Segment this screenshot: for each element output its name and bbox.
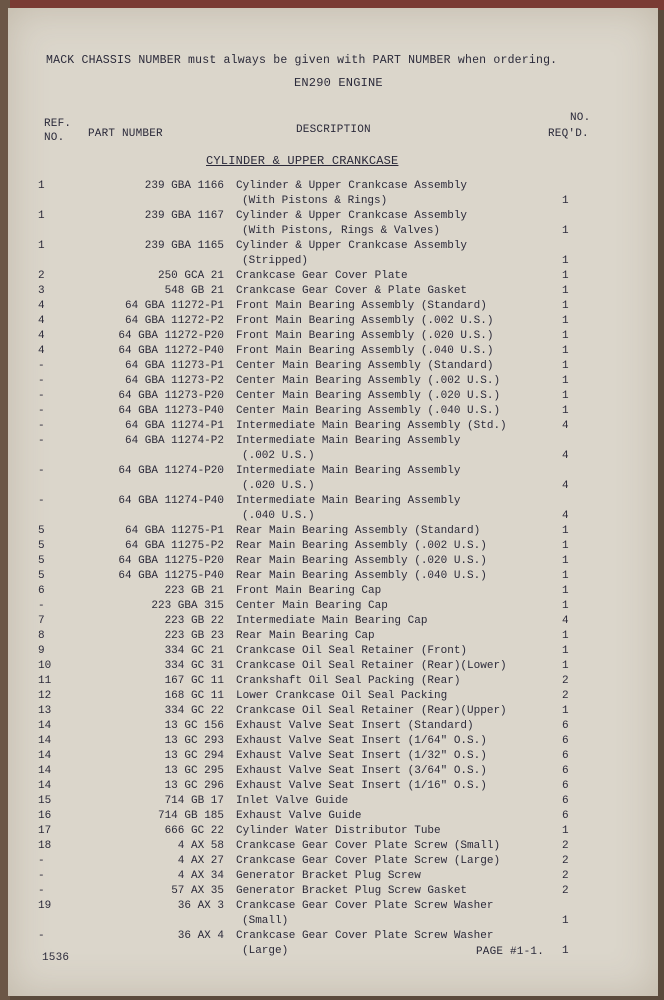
row-quantity: 1	[562, 630, 569, 642]
row-description: Exhaust Valve Seat Insert (1/16" O.S.)	[236, 780, 487, 792]
row-ref-number: 5	[38, 555, 45, 567]
row-quantity: 6	[562, 750, 569, 762]
row-ref-number: 17	[38, 825, 52, 837]
row-ref-number: 16	[38, 810, 52, 822]
row-part-number: 250 GCA 21	[157, 270, 224, 282]
row-quantity: 1	[562, 195, 569, 207]
row-part-number: 334 GC 31	[164, 660, 224, 672]
row-part-number: 13 GC 295	[164, 765, 224, 777]
row-description-continued: (With Pistons, Rings & Valves)	[242, 225, 441, 237]
row-description-continued: (.002 U.S.)	[242, 450, 315, 462]
row-description-continued: (Large)	[242, 945, 289, 957]
row-quantity: 1	[562, 255, 569, 267]
row-description: Center Main Bearing Assembly (Standard)	[236, 360, 494, 372]
row-ref-number: 12	[38, 690, 52, 702]
row-quantity: 1	[562, 405, 569, 417]
row-ref-number: -	[38, 375, 45, 387]
row-ref-number: -	[38, 930, 45, 942]
row-ref-number: -	[38, 600, 45, 612]
row-quantity: 6	[562, 795, 569, 807]
row-ref-number: 14	[38, 765, 52, 777]
row-ref-number: 5	[38, 540, 45, 552]
row-quantity: 4	[562, 615, 569, 627]
row-quantity: 1	[562, 555, 569, 567]
row-description: Exhaust Valve Seat Insert (1/32" O.S.)	[236, 750, 487, 762]
page-number: PAGE #1-1.	[476, 946, 545, 958]
row-part-number: 223 GB 21	[164, 585, 224, 597]
row-ref-number: -	[38, 855, 45, 867]
row-description: Rear Main Bearing Assembly (Standard)	[236, 525, 481, 537]
row-part-number: 36 AX 4	[177, 930, 224, 942]
row-description: Crankcase Gear Cover Plate Screw Washer	[236, 900, 494, 912]
row-description: Center Main Bearing Assembly (.002 U.S.)	[236, 375, 501, 387]
row-quantity: 1	[562, 570, 569, 582]
row-quantity: 2	[562, 675, 569, 687]
row-part-number: 334 GC 22	[164, 705, 224, 717]
row-description: Rear Main Bearing Cap	[236, 630, 375, 642]
row-description: Exhaust Valve Seat Insert (Standard)	[236, 720, 474, 732]
row-part-number: 64 GBA 11272-P1	[124, 300, 224, 312]
row-quantity: 1	[562, 600, 569, 612]
col-header-ref: REF.	[44, 118, 72, 130]
row-ref-number: -	[38, 885, 45, 897]
row-part-number: 4 AX 27	[177, 855, 224, 867]
row-quantity: 1	[562, 585, 569, 597]
row-quantity: 2	[562, 840, 569, 852]
row-part-number: 64 GBA 11275-P2	[124, 540, 224, 552]
row-part-number: 64 GBA 11273-P1	[124, 360, 224, 372]
row-description-continued: (Small)	[242, 915, 289, 927]
row-quantity: 4	[562, 480, 569, 492]
row-ref-number: 3	[38, 285, 45, 297]
row-ref-number: 7	[38, 615, 45, 627]
row-description: Crankcase Oil Seal Retainer (Front)	[236, 645, 468, 657]
row-description: Generator Bracket Plug Screw	[236, 870, 421, 882]
row-quantity: 2	[562, 870, 569, 882]
row-description: Inlet Valve Guide	[236, 795, 349, 807]
row-description: Cylinder Water Distributor Tube	[236, 825, 441, 837]
row-description: Front Main Bearing Assembly (.040 U.S.)	[236, 345, 494, 357]
row-ref-number: 4	[38, 315, 45, 327]
row-quantity: 1	[562, 660, 569, 672]
row-description: Center Main Bearing Assembly (.020 U.S.)	[236, 390, 501, 402]
row-quantity: 2	[562, 690, 569, 702]
row-part-number: 4 AX 58	[177, 840, 224, 852]
row-ref-number: 14	[38, 780, 52, 792]
row-description: Intermediate Main Bearing Cap	[236, 615, 428, 627]
row-quantity: 1	[562, 525, 569, 537]
row-part-number: 64 GBA 11274-P40	[118, 495, 224, 507]
row-quantity: 4	[562, 420, 569, 432]
row-ref-number: -	[38, 435, 45, 447]
row-description-continued: (With Pistons & Rings)	[242, 195, 388, 207]
row-ref-number: 1	[38, 210, 45, 222]
row-description: Front Main Bearing Assembly (.002 U.S.)	[236, 315, 494, 327]
row-quantity: 2	[562, 855, 569, 867]
row-quantity: 1	[562, 915, 569, 927]
row-part-number: 64 GBA 11274-P20	[118, 465, 224, 477]
document-page	[8, 8, 658, 996]
row-part-number: 548 GB 21	[164, 285, 224, 297]
ordering-notice: MACK CHASSIS NUMBER must always be given with PART NUMBER when ordering.	[46, 54, 558, 67]
row-quantity: 2	[562, 885, 569, 897]
row-ref-number: 11	[38, 675, 52, 687]
row-description: Exhaust Valve Guide	[236, 810, 362, 822]
row-quantity: 1	[562, 945, 569, 957]
row-part-number: 13 GC 294	[164, 750, 224, 762]
row-description: Center Main Bearing Assembly (.040 U.S.)	[236, 405, 501, 417]
row-ref-number: -	[38, 390, 45, 402]
row-description: Rear Main Bearing Assembly (.020 U.S.)	[236, 555, 487, 567]
row-ref-number: 4	[38, 345, 45, 357]
row-description: Crankshaft Oil Seal Packing (Rear)	[236, 675, 461, 687]
row-ref-number: 15	[38, 795, 52, 807]
row-part-number: 13 GC 296	[164, 780, 224, 792]
row-part-number: 64 GBA 11273-P40	[118, 405, 224, 417]
row-ref-number: -	[38, 405, 45, 417]
row-ref-number: 9	[38, 645, 45, 657]
row-part-number: 64 GBA 11275-P40	[118, 570, 224, 582]
row-quantity: 1	[562, 645, 569, 657]
row-ref-number: -	[38, 360, 45, 372]
row-quantity: 6	[562, 810, 569, 822]
row-description: Crankcase Oil Seal Retainer (Rear)(Lower)	[236, 660, 507, 672]
row-description: Crankcase Gear Cover Plate	[236, 270, 408, 282]
row-quantity: 6	[562, 735, 569, 747]
row-ref-number: 5	[38, 570, 45, 582]
row-part-number: 223 GBA 315	[151, 600, 224, 612]
row-ref-number: 14	[38, 720, 52, 732]
row-part-number: 64 GBA 11273-P20	[118, 390, 224, 402]
row-quantity: 1	[562, 705, 569, 717]
row-description: Cylinder & Upper Crankcase Assembly	[236, 240, 468, 252]
row-description: Front Main Bearing Assembly (Standard)	[236, 300, 487, 312]
row-part-number: 13 GC 293	[164, 735, 224, 747]
row-ref-number: 1	[38, 240, 45, 252]
row-description: Crankcase Oil Seal Retainer (Rear)(Upper)	[236, 705, 507, 717]
row-description: Crankcase Gear Cover & Plate Gasket	[236, 285, 468, 297]
row-quantity: 1	[562, 390, 569, 402]
row-ref-number: 19	[38, 900, 52, 912]
row-quantity: 1	[562, 540, 569, 552]
row-part-number: 57 AX 35	[171, 885, 224, 897]
row-ref-number: -	[38, 870, 45, 882]
row-quantity: 1	[562, 375, 569, 387]
row-ref-number: 4	[38, 300, 45, 312]
row-ref-number: 2	[38, 270, 45, 282]
col-header-ref-no: NO.	[44, 132, 65, 144]
row-description: Intermediate Main Bearing Assembly	[236, 465, 461, 477]
row-description: Crankcase Gear Cover Plate Screw (Small)	[236, 840, 501, 852]
row-ref-number: 14	[38, 735, 52, 747]
row-part-number: 334 GC 21	[164, 645, 224, 657]
row-quantity: 1	[562, 360, 569, 372]
row-ref-number: 18	[38, 840, 52, 852]
row-quantity: 1	[562, 270, 569, 282]
row-quantity: 1	[562, 330, 569, 342]
row-description: Generator Bracket Plug Screw Gasket	[236, 885, 468, 897]
row-quantity: 1	[562, 345, 569, 357]
row-ref-number: 10	[38, 660, 52, 672]
row-description: Lower Crankcase Oil Seal Packing	[236, 690, 448, 702]
row-description: Intermediate Main Bearing Assembly	[236, 495, 461, 507]
row-quantity: 6	[562, 780, 569, 792]
row-part-number: 714 GB 185	[157, 810, 224, 822]
row-part-number: 4 AX 34	[177, 870, 224, 882]
row-description: Intermediate Main Bearing Assembly (Std.)	[236, 420, 507, 432]
row-ref-number: 8	[38, 630, 45, 642]
section-title: CYLINDER & UPPER CRANKCASE	[206, 154, 399, 168]
col-header-no: NO.	[570, 112, 591, 124]
row-ref-number: 14	[38, 750, 52, 762]
row-part-number: 239 GBA 1167	[144, 210, 224, 222]
row-description: Rear Main Bearing Assembly (.040 U.S.)	[236, 570, 487, 582]
row-description: Crankcase Gear Cover Plate Screw Washer	[236, 930, 494, 942]
row-quantity: 6	[562, 720, 569, 732]
row-part-number: 223 GB 22	[164, 615, 224, 627]
row-ref-number: -	[38, 495, 45, 507]
row-description: Intermediate Main Bearing Assembly	[236, 435, 461, 447]
row-part-number: 167 GC 11	[164, 675, 224, 687]
row-part-number: 64 GBA 11275-P1	[124, 525, 224, 537]
row-ref-number: 1	[38, 180, 45, 192]
row-part-number: 64 GBA 11272-P40	[118, 345, 224, 357]
row-quantity: 4	[562, 510, 569, 522]
row-part-number: 13 GC 156	[164, 720, 224, 732]
row-part-number: 64 GBA 11272-P2	[124, 315, 224, 327]
row-description: Crankcase Gear Cover Plate Screw (Large)	[236, 855, 501, 867]
row-description: Front Main Bearing Cap	[236, 585, 382, 597]
row-quantity: 1	[562, 825, 569, 837]
row-ref-number: 6	[38, 585, 45, 597]
row-part-number: 168 GC 11	[164, 690, 224, 702]
row-description: Front Main Bearing Assembly (.020 U.S.)	[236, 330, 494, 342]
row-description: Center Main Bearing Cap	[236, 600, 388, 612]
row-description-continued: (.040 U.S.)	[242, 510, 315, 522]
col-header-part-number: PART NUMBER	[88, 128, 163, 140]
row-quantity: 1	[562, 300, 569, 312]
row-part-number: 64 GBA 11272-P20	[118, 330, 224, 342]
row-ref-number: 5	[38, 525, 45, 537]
row-description: Rear Main Bearing Assembly (.002 U.S.)	[236, 540, 487, 552]
col-header-description: DESCRIPTION	[296, 124, 371, 136]
row-part-number: 64 GBA 11274-P2	[124, 435, 224, 447]
row-part-number: 666 GC 22	[164, 825, 224, 837]
row-quantity: 6	[562, 765, 569, 777]
row-ref-number: -	[38, 465, 45, 477]
doc-number: 1536	[42, 952, 70, 964]
row-part-number: 64 GBA 11275-P20	[118, 555, 224, 567]
row-quantity: 1	[562, 315, 569, 327]
row-part-number: 223 GB 23	[164, 630, 224, 642]
row-quantity: 4	[562, 450, 569, 462]
row-part-number: 239 GBA 1166	[144, 180, 224, 192]
row-quantity: 1	[562, 285, 569, 297]
row-ref-number: 4	[38, 330, 45, 342]
row-part-number: 64 GBA 11274-P1	[124, 420, 224, 432]
engine-title: EN290 ENGINE	[294, 76, 383, 90]
row-description: Cylinder & Upper Crankcase Assembly	[236, 210, 468, 222]
col-header-reqd: REQ'D.	[548, 128, 589, 140]
row-quantity: 1	[562, 225, 569, 237]
row-description: Cylinder & Upper Crankcase Assembly	[236, 180, 468, 192]
row-part-number: 64 GBA 11273-P2	[124, 375, 224, 387]
row-ref-number: -	[38, 420, 45, 432]
row-description: Exhaust Valve Seat Insert (1/64" O.S.)	[236, 735, 487, 747]
row-part-number: 36 AX 3	[177, 900, 224, 912]
row-description-continued: (Stripped)	[242, 255, 309, 267]
row-part-number: 239 GBA 1165	[144, 240, 224, 252]
row-description: Exhaust Valve Seat Insert (3/64" O.S.)	[236, 765, 487, 777]
row-part-number: 714 GB 17	[164, 795, 224, 807]
row-description-continued: (.020 U.S.)	[242, 480, 315, 492]
row-ref-number: 13	[38, 705, 52, 717]
